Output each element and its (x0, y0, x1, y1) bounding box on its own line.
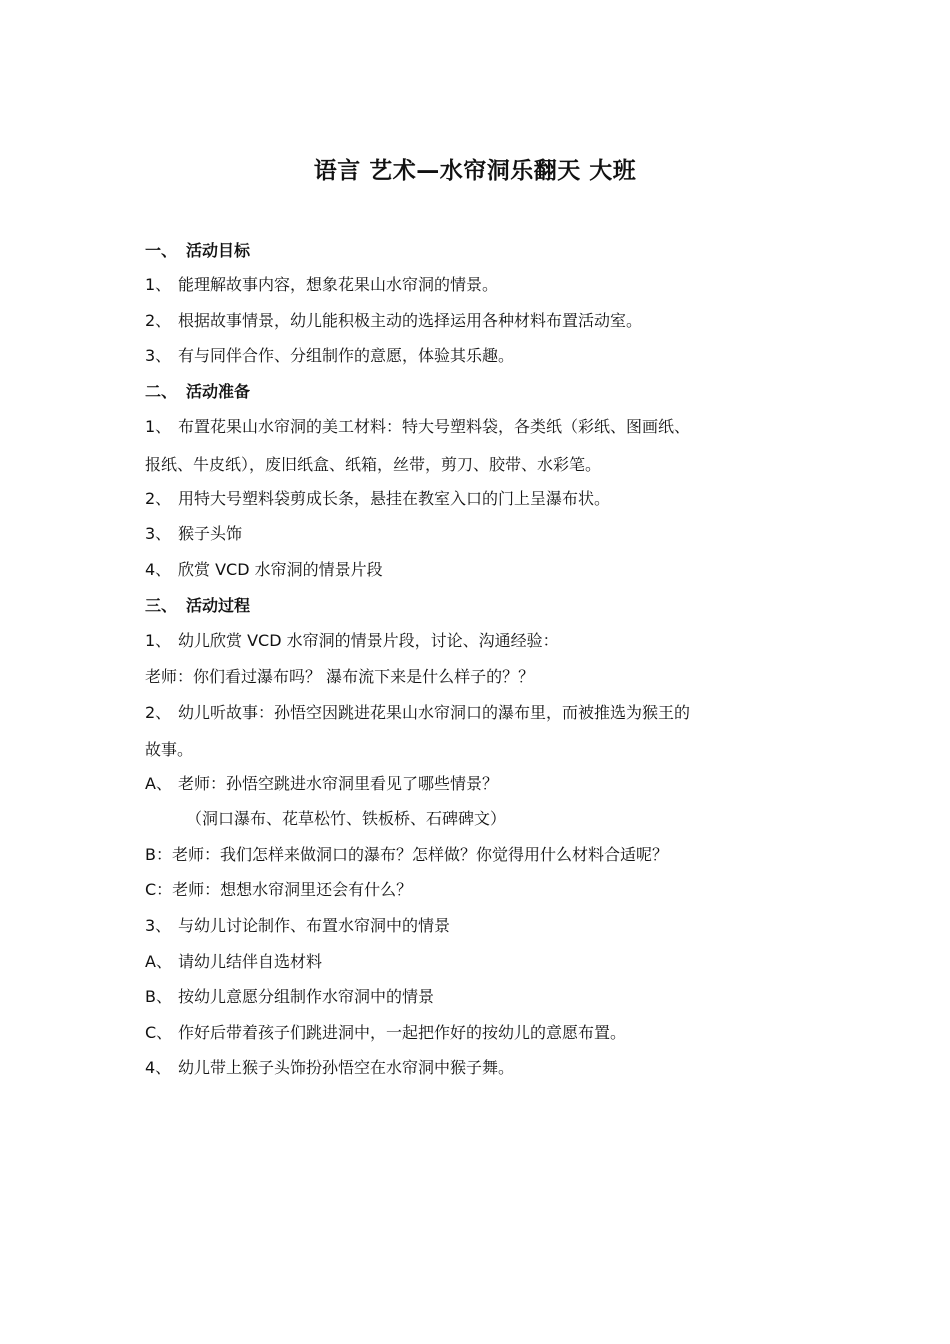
item-text: 幼儿欣赏 VCD 水帘洞的情景片段，讨论、沟通经验： (178, 631, 559, 650)
list-item (145, 416, 825, 438)
item-text: 有与同伴合作、分组制作的意愿，体验其乐趣。 (178, 346, 515, 365)
item-text: 用特大号塑料袋剪成长条，悬挂在教室入口的门上呈瀑布状。 (178, 489, 611, 508)
section-number: 三、 (145, 596, 178, 615)
list-item (145, 915, 825, 937)
list-item (145, 345, 825, 367)
list-item-continuation (145, 454, 825, 476)
list-item (145, 630, 825, 652)
list-item (145, 844, 825, 866)
item-text: 猴子头饰 (178, 524, 243, 543)
item-text-continued: 报纸、牛皮纸），废旧纸盒、纸箱，丝带，剪刀、胶带、水彩笔。 (145, 455, 602, 474)
list-item (145, 879, 825, 901)
item-number: 4、 (145, 560, 172, 579)
list-item (145, 488, 825, 510)
item-number: 2、 (145, 703, 172, 722)
item-text: 老师：你们看过瀑布吗？ 瀑布流下来是什么样子的？？ (145, 667, 535, 686)
item-text: 老师：孙悟空跳进水帘洞里看见了哪些情景？ (178, 774, 499, 793)
item-number: 3、 (145, 916, 172, 935)
list-item (145, 702, 825, 724)
list-item (145, 310, 825, 332)
list-item (145, 559, 825, 581)
section-title: 活动过程 (186, 596, 251, 615)
item-text: 幼儿带上猴子头饰扮孙悟空在水帘洞中猴子舞。 (178, 1058, 515, 1077)
item-text: 能理解故事内容，想象花果山水帘洞的情景。 (178, 275, 499, 294)
document-title: 语言 艺术—水帘洞乐翻天 大班 (313, 158, 637, 184)
item-text: 请幼儿结伴自选材料 (178, 952, 323, 971)
item-number: B、 (145, 987, 172, 1006)
item-text: 幼儿听故事：孙悟空因跳进花果山水帘洞口的瀑布里，而被推选为猴王的 (178, 703, 691, 722)
item-number: 1、 (145, 275, 172, 294)
list-item (145, 274, 825, 296)
item-number: 4、 (145, 1058, 172, 1077)
item-text: 与幼儿讨论制作、布置水帘洞中的情景 (178, 916, 451, 935)
item-text: 根据故事情景，幼儿能积极主动的选择运用各种材料布置活动室。 (178, 311, 643, 330)
list-item (145, 523, 825, 545)
section-title: 活动准备 (186, 382, 251, 401)
list-item (145, 986, 825, 1008)
list-item-continuation (145, 739, 825, 761)
item-text: 布置花果山水帘洞的美工材料：特大号塑料袋，各类纸（彩纸、图画纸、 (178, 417, 691, 436)
section-heading-preparation (145, 381, 825, 403)
list-item (186, 808, 866, 830)
item-number: A、 (145, 952, 172, 971)
list-item (145, 1022, 825, 1044)
item-number: 1、 (145, 417, 172, 436)
section-heading-process (145, 595, 825, 617)
item-number: 3、 (145, 524, 172, 543)
section-heading-goals (145, 240, 825, 262)
item-number: 2、 (145, 489, 172, 508)
item-text: 作好后带着孩子们跳进洞中，一起把作好的按幼儿的意愿布置。 (178, 1023, 627, 1042)
section-title: 活动目标 (186, 241, 251, 260)
item-number: A、 (145, 774, 172, 793)
item-text-continued: 故事。 (145, 740, 194, 759)
item-text: （洞口瀑布、花草松竹、铁板桥、石碑碑文） (186, 809, 507, 828)
item-text: C：老师：想想水帘洞里还会有什么？ (145, 880, 413, 899)
item-text: 按幼儿意愿分组制作水帘洞中的情景 (178, 987, 435, 1006)
item-number: 3、 (145, 346, 172, 365)
item-number: 1、 (145, 631, 172, 650)
list-item (145, 951, 825, 973)
list-item (145, 1057, 825, 1079)
list-item (145, 773, 825, 795)
item-number: C、 (145, 1023, 173, 1042)
item-text: B：老师：我们怎样来做洞口的瀑布？怎样做？你觉得用什么材料合适呢？ (145, 845, 668, 864)
section-number: 二、 (145, 382, 178, 401)
item-text: 欣赏 VCD 水帘洞的情景片段 (178, 560, 383, 579)
item-number: 2、 (145, 311, 172, 330)
section-number: 一、 (145, 241, 178, 260)
list-item (145, 666, 825, 688)
